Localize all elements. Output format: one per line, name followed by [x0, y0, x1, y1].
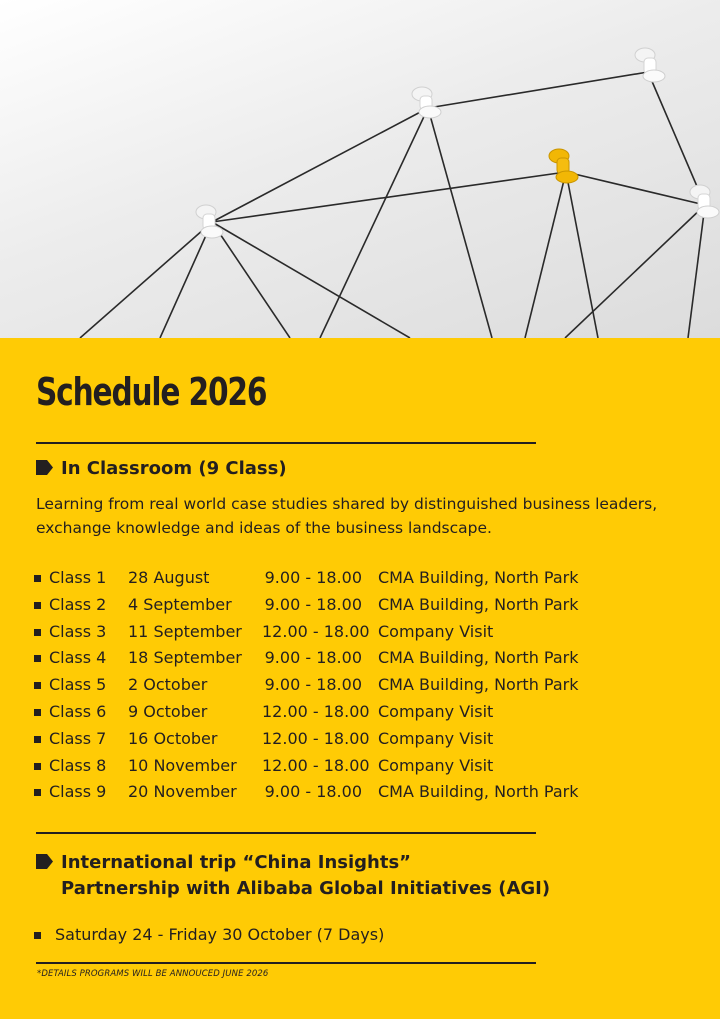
class-name: Class 6: [49, 701, 107, 721]
trip-heading: [36, 850, 550, 902]
class-location: CMA Building, North Park: [378, 782, 579, 802]
class-time: 9.00 - 18.00: [264, 782, 362, 802]
class-name: Class 7: [49, 728, 107, 748]
class-name: Class 5: [49, 675, 107, 695]
schedule-row: [34, 699, 674, 726]
class-time: 9.00 - 18.00: [264, 648, 362, 668]
pointer-arrow-icon: [36, 460, 53, 475]
bullet-icon: [34, 709, 41, 716]
class-name: Class 9: [49, 782, 107, 802]
trip-heading-line2: Partnership with Alibaba Global Initiatives (AGI): [61, 878, 551, 899]
schedule-row: [34, 753, 674, 780]
schedule-row: [34, 592, 674, 619]
pin-network-illustration: [0, 0, 720, 338]
hero-image: [0, 0, 720, 338]
class-location: CMA Building, North Park: [378, 568, 579, 587]
classroom-heading-text: In Classroom (9 Class): [61, 458, 287, 479]
highlight-pin-icon: [549, 149, 578, 183]
bullet-icon: [34, 932, 41, 939]
divider: [36, 442, 536, 444]
class-name: Class 4: [49, 648, 107, 668]
divider: [36, 832, 536, 834]
page-title: Schedule 2026: [36, 370, 267, 414]
bullet-icon: [34, 763, 41, 770]
class-date: 28 August: [128, 568, 210, 587]
trip-dates: Saturday 24 - Friday 30 October (7 Days): [55, 925, 385, 944]
bullet-icon: [34, 629, 41, 636]
class-time: 12.00 - 18.00: [262, 755, 370, 775]
trip-date-item: [34, 922, 384, 948]
pin-icon: [690, 185, 719, 218]
class-location: Company Visit: [378, 701, 494, 721]
class-schedule-list: [34, 565, 674, 806]
class-date: 9 October: [128, 701, 208, 721]
class-time: 12.00 - 18.00: [262, 728, 370, 748]
pin-icon: [635, 48, 665, 82]
classroom-description: Learning from real world case studies shared by distinguished business leaders, exchange knowledge and ideas of the business landscape.: [36, 495, 658, 537]
class-date: 4 September: [128, 594, 232, 614]
class-time: 12.00 - 18.00: [262, 701, 370, 721]
footnote: *DETAILS PROGRAMS WILL BE ANNOUCED JUNE 2026: [37, 969, 269, 979]
class-location: Company Visit: [378, 621, 494, 641]
class-location: CMA Building, North Park: [378, 594, 579, 614]
class-time: 9.00 - 18.00: [264, 594, 362, 614]
bullet-icon: [34, 602, 41, 609]
class-name: Class 8: [49, 755, 107, 775]
schedule-row: [34, 726, 674, 753]
class-time: 12.00 - 18.00: [262, 621, 370, 641]
classroom-heading: [36, 456, 287, 482]
class-date: 10 November: [128, 755, 237, 775]
class-name: Class 2: [49, 594, 107, 614]
class-date: 20 November: [128, 782, 237, 802]
schedule-row: [34, 565, 674, 592]
trip-heading-text: [61, 850, 550, 902]
bullet-icon: [34, 655, 41, 662]
class-location: Company Visit: [378, 755, 494, 775]
class-location: Company Visit: [378, 728, 494, 748]
class-time: 9.00 - 18.00: [264, 675, 362, 695]
class-date: 11 September: [128, 621, 242, 641]
schedule-row: [34, 619, 674, 646]
class-date: 18 September: [128, 648, 242, 668]
schedule-row: [34, 645, 674, 672]
bullet-icon: [34, 736, 41, 743]
class-location: CMA Building, North Park: [378, 648, 579, 668]
bullet-icon: [34, 789, 41, 796]
schedule-row: [34, 672, 674, 699]
class-date: 2 October: [128, 675, 208, 695]
class-name: Class 1: [49, 568, 107, 587]
bullet-icon: [34, 682, 41, 689]
class-date: 16 October: [128, 728, 218, 748]
trip-heading-line1: International trip “China Insights”: [61, 852, 411, 873]
class-name: Class 3: [49, 621, 107, 641]
divider: [36, 962, 536, 964]
trip-details: [34, 922, 384, 948]
schedule-row: [34, 779, 674, 806]
bullet-icon: [34, 575, 41, 582]
class-time: 9.00 - 18.00: [264, 568, 362, 587]
class-location: CMA Building, North Park: [378, 675, 579, 695]
pointer-arrow-icon: [36, 854, 53, 869]
